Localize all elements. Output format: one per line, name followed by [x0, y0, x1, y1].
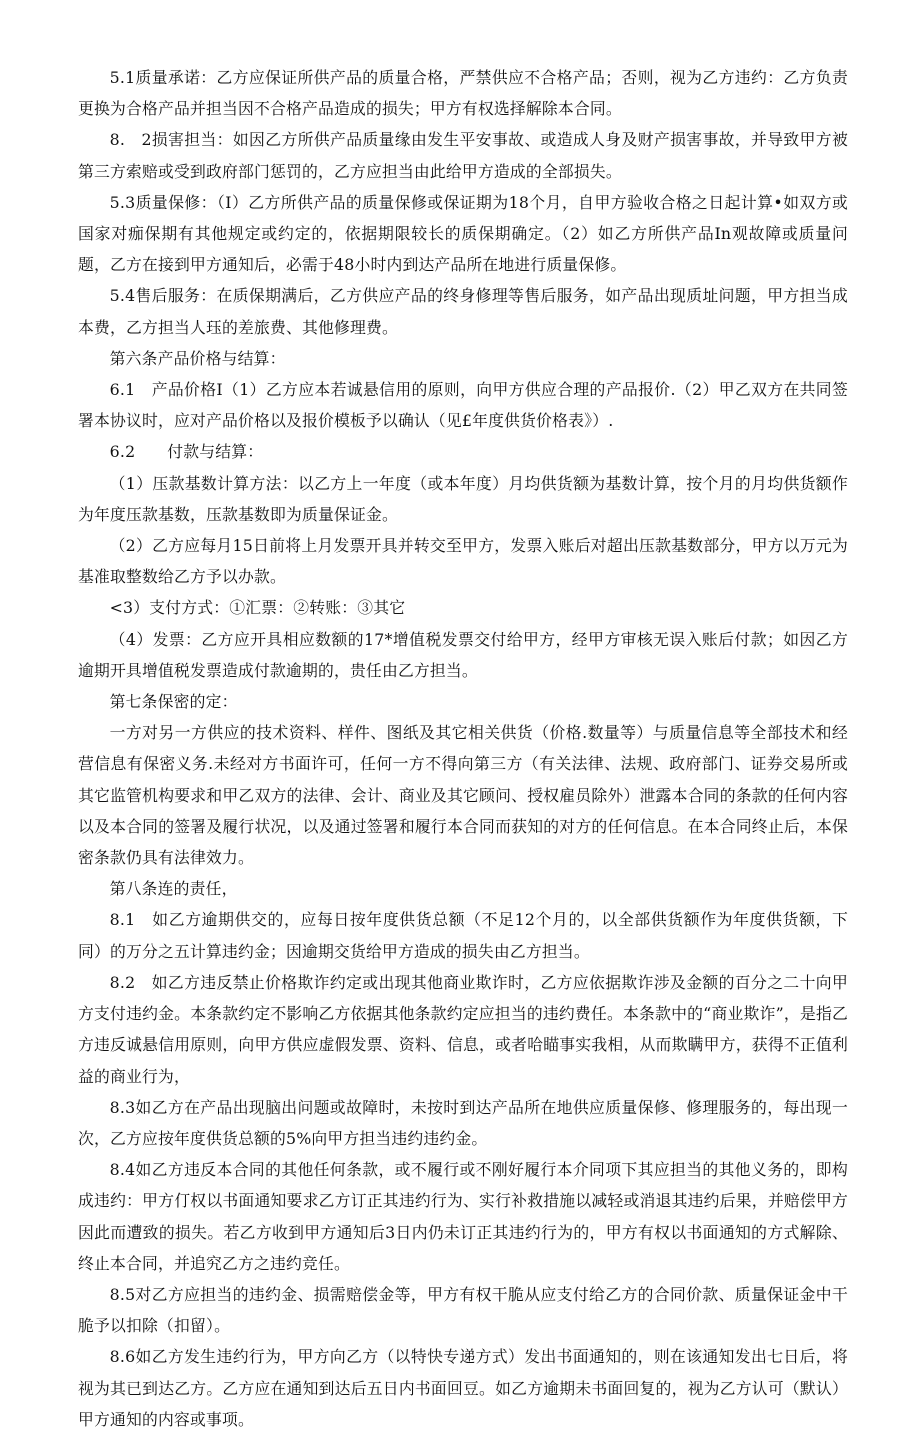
clause-5-2-damage-liability: 8. 2损害担当：如因乙方所供产品质量缘由发生平安事故、或造成人身及财产损害事故，并导致甲方被第三方索赔或受到政府部门惩罚的，乙方应担当由此给甲方造成的全部损失。: [78, 130, 848, 181]
contract-page: [78, 62, 848, 1435]
clause-6-2-4-invoice: （4）发票：乙方应开具相应数额的17*增值税发票交付给甲方，经甲方审核无误入账后付款；如因乙方逾期开具增值税发票造成付款逾期的，贵任由乙方担当。: [78, 629, 848, 680]
clause-5-3-quality-warranty: 5.3质量保修：（I）乙方所供产品的质量保修或保证期为18个月，自甲方验收合格之日起计算•如双方或国家对痂保期有其他规定或约定的，依据期限较长的质保期确定。（2）如乙方所供产品In观故障或质量问题，乙方在接到甲方通知后，必需于48小时内到达产品所在地进行质量保修。: [78, 192, 848, 275]
article-7-heading: 第七条保密的定：: [109, 692, 238, 712]
clause-8-2-price-fraud: 8.2 如乙方违反禁止价格欺诈约定或出现其他商业欺诈时，乙方应依据欺诈涉及金额的百分之二十向甲方支付违约金。本条款约定不影响乙方依据其他条款约定应担当的违约费任。本条款中的“商业欺诈”，是指乙方违反诚悬信用原则，向甲方供应虚假发票、资料、信息，或者哈瞄事实我相，从而欺瞒甲方，获得不正值利益的商业行为，: [78, 972, 848, 1086]
clause-6-2-3-payment-method: <3）支付方式：①汇票：②转账：③其它: [109, 598, 406, 618]
clause-8-3-service-delay: 8.3如乙方在产品出现脑出问题或故障时，未按时到达产品所在地供应质量保修、修理服务的，每出现一次，乙方应按年度供货总额的5%向甲方担当违约违约金。: [78, 1097, 848, 1148]
clause-8-1-late-delivery: 8.1 如乙方逾期供交的，应每日按年度供货总额（不足12个月的，以全部供货额作为年度供货额，下同）的万分之五计算违约金；因逾期交货给甲方造成的损失由乙方担当。: [78, 910, 848, 961]
clause-7-confidentiality: 一方对另一方供应的技术资料、样件、图纸及其它相关供货（价格.数量等）与质量信息等全部技术和经营信息有保密义务.未经对方书面许可，任何一方不得向第三方（有关法律、法规、政府部门、证券交易所或其它监管机构要求和甲乙双方的法律、会计、商业及其它顾问、授权雇员除外）泄露本合同的条款的任何内容以及本合同的签署及履行状况，以及通过签署和履行本合同而获知的对方的任何信息。在本合同终止后，本保密条款仍具有法律效力。: [78, 723, 848, 868]
clause-6-2-1-deposit-base: （1）压款基数计算方法：以乙方上一年度（或本年度）月均供货额为基数计算，按个月的月均供货额作为年度压款基数，压款基数即为质量保证金。: [78, 473, 848, 524]
clause-5-1-quality-commitment: 5.1质量承诺：乙方应保证所供产品的质量合格，严禁供应不合格产品；否则，视为乙方违约：乙方负责更换为合格产品并担当因不合格产品造成的损失；甲方有权选择解除本合同。: [78, 68, 848, 119]
clause-5-4-after-sales-service: 5.4售后服务：在质保期满后，乙方供应产品的终身修理等售后服务，如产品出现质址问题，甲方担当成本费，乙方担当人珏的差旅费、其他修理费。: [78, 286, 848, 337]
article-6-heading: 第六条产品价格与结算：: [109, 348, 286, 368]
clause-6-2-2-invoice-timing: （2）乙方应每月15日前将上月发票开具并转交至甲方，发票入账后对超出压款基数部分，甲方以万元为基准取整数给乙方予以办款。: [78, 536, 848, 587]
clause-6-2-payment-heading: 6.2 付款与结算：: [109, 442, 264, 462]
clause-8-6-notice: 8.6如乙方发生违约行为，甲方向乙方（以特快专递方式）发出书面通知的，则在该通知发出七日后，将视为其已到达乙方。乙方应在通知到达后五日内书面回豆。如乙方逾期未书面回复的，视为乙方认可（默认）甲方通知的内容或事项。: [78, 1347, 848, 1429]
clause-6-1-product-price: 6.1 产品价格I（1）乙方应本若诚悬信用的原则，向甲方供应合理的产品报价.（2）甲乙双方在共同签署本协议时，应对产品价格以及报价模板予以确认（见£年度供货价格表》）.: [78, 380, 848, 431]
clause-8-5-deduction: 8.5对乙方应担当的违约金、损需赔偿金等，甲方有权干脆从应支付给乙方的合同价款、质量保证金中干脆予以扣除（扣留）。: [78, 1284, 848, 1336]
article-8-heading: 第八条连的责任，: [109, 879, 238, 899]
clause-8-4-other-breach: 8.4如乙方违反本合同的其他任何条款，或不履行或不刚好履行本介同项下其应担当的其他义务的，即构成违约：甲方仃权以书面通知要求乙方订正其违约行为、实行补救措施以减轻或消退其违约后果，并赔偿甲方因此而遭致的损失。若乙方收到甲方通知后3日内仍未订正其违约行为的，甲方有权以书面通知的方式解除、终止本合同，并追究乙方之违约竞任。: [78, 1160, 848, 1273]
